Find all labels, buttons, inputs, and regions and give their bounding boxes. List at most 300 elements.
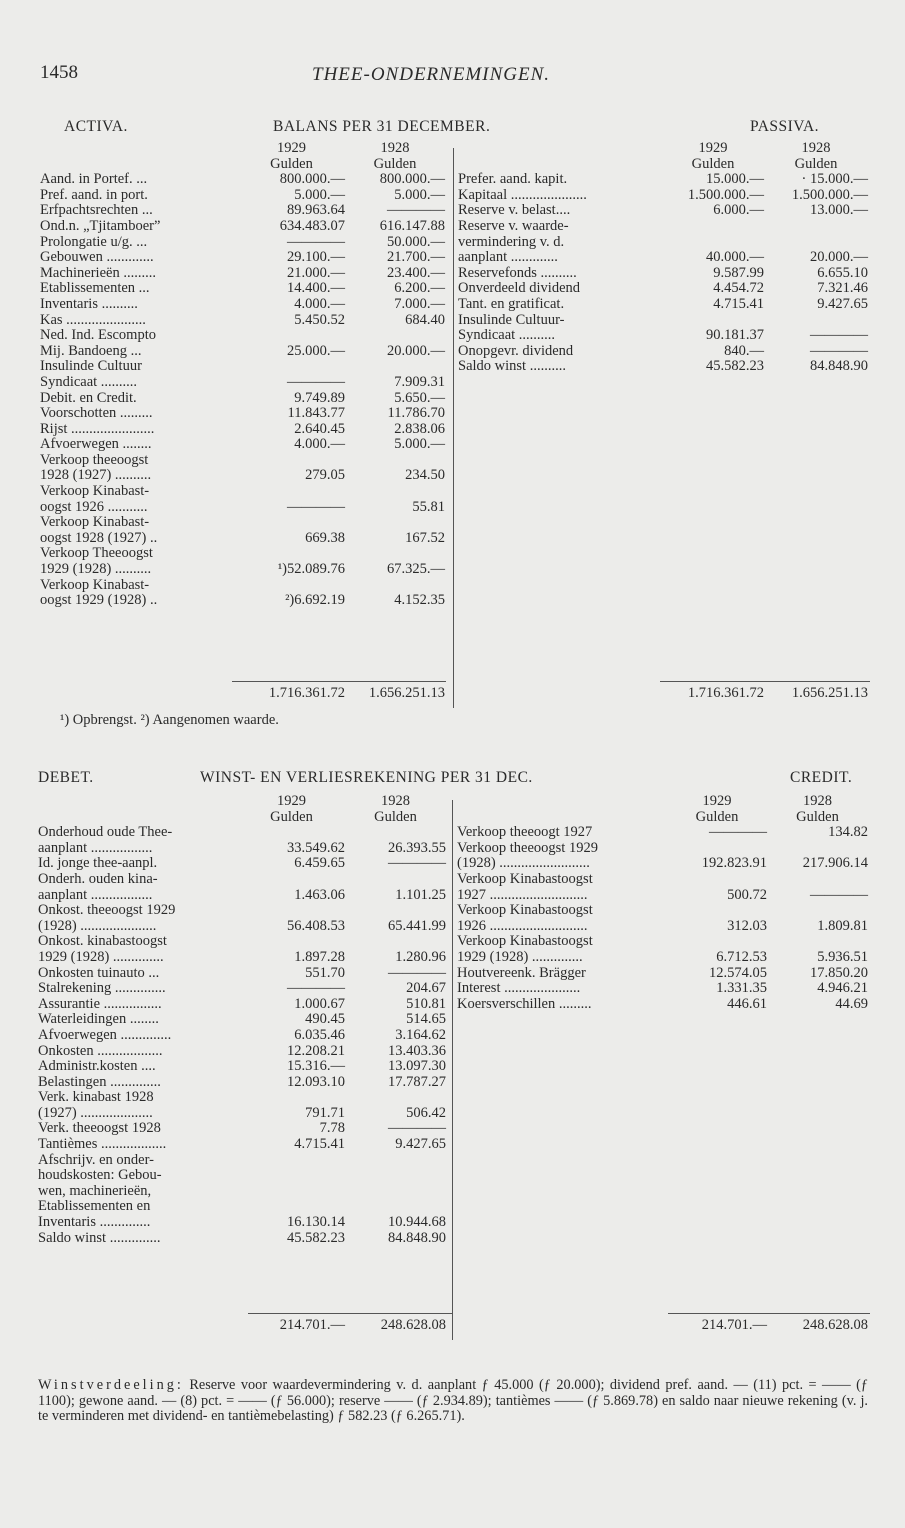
activa-row [40, 578, 445, 594]
debet-row-label: aanplant ................. [38, 886, 153, 903]
activa-row-1929 [238, 359, 345, 375]
activa-row-1928: 7.000.— [394, 295, 445, 312]
credit-row-1929: 312.03 [727, 917, 767, 934]
activa-row [40, 391, 445, 407]
debet-row-1929: 7.78 [319, 1120, 345, 1137]
credit-row-1928: 134.82 [828, 824, 868, 841]
debet-row-label: Onkosten tuinauto ... [38, 964, 160, 981]
passiva-row [458, 266, 868, 282]
credit-row-1929: 1.331.35 [716, 980, 767, 997]
activa-row-1929: 9.749.89 [294, 389, 345, 406]
debet-row [38, 950, 446, 966]
credit-row [457, 981, 868, 997]
debet-row-1928: ———— [388, 855, 446, 872]
debet-row [38, 856, 446, 872]
credit-row-1928 [767, 841, 868, 857]
debet-row-1928: 510.81 [406, 995, 446, 1012]
passiva-row [458, 313, 868, 329]
debet-row [38, 1184, 446, 1200]
debet-row [38, 825, 446, 841]
debet-row [38, 903, 446, 919]
activa-row-1928: 5.000.— [394, 436, 445, 453]
activa-row [40, 297, 445, 313]
activa-row-1929: 4.000.— [294, 295, 345, 312]
debet-row-1928: 204.67 [406, 980, 446, 997]
activa-row-label: Etablissementen ... [40, 280, 150, 297]
debet-row-1929: 6.459.65 [294, 855, 345, 872]
debet-row-1929 [238, 1090, 345, 1106]
credit-row-label: 1926 ........................... [457, 917, 588, 934]
passiva-row-label: Reserve v. waarde- [458, 217, 569, 234]
debet-row [38, 1059, 446, 1075]
credit-row [457, 825, 868, 841]
activa-row-1929: 800.000.— [279, 171, 345, 188]
debet-row-1929 [238, 1184, 345, 1200]
activa-row-1928: 2.838.06 [394, 420, 445, 437]
credit-row-1928: 217.906.14 [802, 855, 868, 872]
page-number: 1458 [40, 62, 78, 83]
activa-row-1929: ———— [287, 498, 345, 515]
activa-row-label: Verkoop Kinabast- [40, 483, 150, 500]
activa-row [40, 328, 445, 344]
activa-row [40, 188, 445, 204]
debet-row-label: wen, machinerieën, [38, 1182, 152, 1199]
debet-table [38, 794, 446, 1246]
passiva-row-1929 [662, 313, 764, 329]
debet-row-1929: 45.582.23 [287, 1229, 345, 1246]
passiva-row-1928: 84.848.90 [810, 358, 868, 375]
activa-row-1929: ———— [287, 373, 345, 390]
activa-row-1928: 23.400.— [387, 264, 445, 281]
debet-row-1929 [238, 1153, 345, 1169]
activa-row-1928: 616.147.88 [379, 217, 445, 234]
debet-row-1929: 12.208.21 [287, 1042, 345, 1059]
debet-row-1929: 1.897.28 [294, 948, 345, 965]
credit-row-1929 [667, 872, 767, 888]
activa-row-label: Prolongatie u/g. ... [40, 233, 148, 250]
credit-year-1929: 1929 [702, 793, 732, 809]
debet-row-1928: 13.403.36 [388, 1042, 446, 1059]
passiva-row-1929: 90.181.37 [706, 327, 764, 344]
activa-row-label: Machinerieën ......... [40, 264, 156, 281]
debet-row [38, 1075, 446, 1091]
credit-row [457, 872, 868, 888]
debet-row-1928: 1.280.96 [395, 948, 446, 965]
credit-row-1928: 5.936.51 [817, 948, 868, 965]
credit-row-1929 [667, 934, 767, 950]
activa-row-1928: 11.786.70 [387, 405, 445, 422]
activa-row-1928: 55.81 [412, 498, 445, 515]
debet-row [38, 919, 446, 935]
debet-row-label: (1928) ..................... [38, 917, 157, 934]
activa-row-label: 1929 (1928) .......... [40, 561, 152, 578]
debet-row-1928: 9.427.65 [395, 1136, 446, 1153]
debet-row [38, 1121, 446, 1137]
activa-row-1929 [238, 453, 345, 469]
activa-row [40, 406, 445, 422]
passiva-row-1928: 1.500.000.— [791, 186, 868, 203]
passiva-row-1929: 840.— [724, 342, 764, 359]
activa-total-1929: 1.716.361.72 [268, 685, 345, 701]
passiva-row [458, 328, 868, 344]
activa-row-1929: 4.000.— [294, 436, 345, 453]
activa-row-1929: 669.38 [305, 529, 345, 546]
passiva-row [458, 281, 868, 297]
debet-row-1929 [238, 825, 345, 841]
credit-total-1929: 214.701.— [701, 1317, 767, 1333]
debet-row-1928 [345, 825, 446, 841]
activa-row-1928 [345, 328, 445, 344]
passiva-row-1928: 13.000.— [810, 202, 868, 219]
debet-row [38, 1028, 446, 1044]
passiva-row-1928: 9.427.65 [817, 295, 868, 312]
credit-total-1928: 248.628.08 [802, 1317, 868, 1333]
activa-row-1929: 21.000.— [287, 264, 345, 281]
activa-total-rule [232, 681, 446, 682]
passiva-row [458, 250, 868, 266]
activa-row-1929: ———— [287, 233, 345, 250]
passiva-row-1929: 4.715.41 [713, 295, 764, 312]
activa-row-1929 [238, 578, 345, 594]
debet-row-1928: 506.42 [406, 1104, 446, 1121]
credit-row-1928 [767, 872, 868, 888]
debet-currency-1929: Gulden [270, 808, 313, 825]
debet-row-1929: 15.316.— [287, 1058, 345, 1075]
passiva-row-1928 [764, 235, 868, 251]
passiva-row [458, 203, 868, 219]
debet-row-1929 [238, 1199, 345, 1215]
activa-row-1928: 800.000.— [379, 171, 445, 188]
credit-total-row [457, 1318, 868, 1334]
passiva-row-1929: 9.587.99 [713, 264, 764, 281]
debet-row-1928: 84.848.90 [388, 1229, 446, 1246]
activa-row-1928: 20.000.— [387, 342, 445, 359]
credit-row-label: Verkoop theeoogst 1929 [457, 839, 598, 856]
debet-row [38, 981, 446, 997]
activa-row-label: Insulinde Cultuur [40, 358, 142, 375]
debet-row-label: 1929 (1928) .............. [38, 948, 164, 965]
activa-row-label: Debit. en Credit. [40, 389, 137, 406]
credit-row-label: Verkoop Kinabastoogst [457, 933, 593, 950]
activa-row-label: Ond.n. „Tjitamboer” [40, 217, 161, 234]
activa-row [40, 468, 445, 484]
passiva-row-1929: 1.500.000.— [687, 186, 764, 203]
activa-row-label: oogst 1926 ........... [40, 498, 148, 515]
wv-divider [452, 800, 453, 1340]
credit-row [457, 966, 868, 982]
credit-row [457, 997, 868, 1013]
activa-row-1928: 7.909.31 [394, 373, 445, 390]
debet-row-1929 [238, 934, 345, 950]
passiva-year-1929: 1929 [698, 140, 728, 156]
credit-row-1928: 1.809.81 [817, 917, 868, 934]
activa-year-1928: 1928 [380, 140, 410, 156]
debet-row-1928: 17.787.27 [388, 1073, 446, 1090]
credit-total-rule [668, 1313, 870, 1314]
credit-row-1929: 446.61 [727, 995, 767, 1012]
passiva-total-row [458, 686, 868, 702]
debet-row-label: Onkost. kinabastoogst [38, 933, 167, 950]
passiva-row-1929: 6.000.— [713, 202, 764, 219]
activa-row-label: oogst 1929 (1928) .. [40, 592, 158, 609]
debet-row-1928 [345, 1153, 446, 1169]
credit-row [457, 950, 868, 966]
debet-row-label: Tantièmes .................. [38, 1136, 167, 1153]
activa-row-1929: 29.100.— [287, 249, 345, 266]
activa-row-1928: 4.152.35 [394, 592, 445, 609]
activa-row [40, 203, 445, 219]
activa-row [40, 562, 445, 578]
passiva-row-1928: 20.000.— [810, 249, 868, 266]
activa-row-label: Verkoop Kinabast- [40, 576, 150, 593]
activa-total-1928: 1.656.251.13 [368, 685, 445, 701]
credit-row-label: Koersverschillen ......... [457, 995, 592, 1012]
debet-total-rule [248, 1313, 452, 1314]
debet-label: DEBET. [38, 769, 94, 786]
activa-row [40, 235, 445, 251]
credit-label: CREDIT. [790, 769, 853, 786]
passiva-row-label: aanplant ............. [458, 249, 558, 266]
debet-row-1929: 6.035.46 [294, 1026, 345, 1043]
debet-row-1928 [345, 1184, 446, 1200]
debet-row-label: Onderh. ouden kina- [38, 870, 158, 887]
passiva-row-label: Syndicaat .......... [458, 327, 556, 344]
credit-table [457, 794, 868, 1012]
credit-row [457, 903, 868, 919]
debet-row-1929: ———— [287, 980, 345, 997]
activa-row [40, 546, 445, 562]
debet-row-1928: 1.101.25 [395, 886, 446, 903]
debet-row-1929: 1.000.67 [294, 995, 345, 1012]
activa-row-label: Kas ...................... [40, 311, 146, 328]
debet-row [38, 934, 446, 950]
debet-row-label: (1927) .................... [38, 1104, 153, 1121]
activa-row-label: Syndicaat .......... [40, 373, 138, 390]
passiva-row-1928 [764, 313, 868, 329]
passiva-row [458, 359, 868, 375]
activa-currency-1929: Gulden [270, 155, 313, 172]
debet-row-label: aanplant ................. [38, 839, 153, 856]
debet-row [38, 1012, 446, 1028]
debet-row-1928 [345, 1199, 446, 1215]
activa-row-1928 [345, 546, 445, 562]
activa-row-label: Aand. in Portef. ... [40, 171, 148, 188]
credit-row-1929: 500.72 [727, 886, 767, 903]
passiva-row-1928 [764, 219, 868, 235]
passiva-row-1929: 15.000.— [706, 171, 764, 188]
debet-row-label: Administr.kosten .... [38, 1058, 156, 1075]
debet-currency-1928: Gulden [374, 808, 417, 825]
passiva-row-1929: 40.000.— [706, 249, 764, 266]
passiva-row [458, 219, 868, 235]
activa-row-1928 [345, 453, 445, 469]
wv-title: WINST- EN VERLIESREKENING PER 31 DEC. [200, 769, 533, 786]
debet-row-1928: 3.164.62 [395, 1026, 446, 1043]
credit-row-1928 [767, 903, 868, 919]
activa-row-label: Voorschotten ......... [40, 405, 153, 422]
activa-row-label: Pref. aand. in port. [40, 186, 148, 203]
debet-row [38, 841, 446, 857]
activa-row-label: oogst 1928 (1927) .. [40, 529, 158, 546]
debet-row [38, 1044, 446, 1060]
debet-row-1928: ———— [388, 1120, 446, 1137]
debet-row [38, 872, 446, 888]
passiva-row-1928: ———— [810, 327, 868, 344]
debet-row-1929 [238, 903, 345, 919]
activa-row [40, 453, 445, 469]
activa-row-1929: 14.400.— [287, 280, 345, 297]
debet-row-1928 [345, 1090, 446, 1106]
winstverdeeling-text: Reserve voor waardevermindering v. d. aanplant ƒ 45.000 (ƒ 20.000); dividend pref. aand. — (11) pct. = —— (ƒ 1100); gewone aand. — (8) pct. = —— (ƒ 56.000); reserve —— (ƒ 2.934.89); tantièmes —— (ƒ 5.869.78) en saldo naar nieuwe rekening (v. j. te verminderen met dividend- en tantièmebelasting) ƒ 582.23 (ƒ 6.265.71). [38, 1377, 868, 1424]
debet-row [38, 1153, 446, 1169]
debet-row-label: Assurantie ................ [38, 995, 162, 1012]
passiva-row [458, 172, 868, 188]
debet-row-label: houdskosten: Gebou- [38, 1167, 162, 1184]
activa-row [40, 375, 445, 391]
debet-row-label: Onkosten .................. [38, 1042, 163, 1059]
credit-row-1929: 6.712.53 [716, 948, 767, 965]
credit-row-1928: 44.69 [835, 995, 868, 1012]
activa-row-label: Verkoop Theeoogst [40, 545, 153, 562]
passiva-row-label: Onverdeeld dividend [458, 280, 581, 297]
debet-row [38, 1231, 446, 1247]
activa-row-label: Rijst ....................... [40, 420, 155, 437]
activa-row-1929: 634.483.07 [279, 217, 345, 234]
debet-row-1929: 56.408.53 [287, 917, 345, 934]
passiva-year-1928: 1928 [801, 140, 831, 156]
passiva-row-1928: ———— [810, 342, 868, 359]
debet-row-label: Belastingen .............. [38, 1073, 161, 1090]
debet-year-1928: 1928 [381, 793, 410, 809]
debet-row [38, 1090, 446, 1106]
passiva-row-label: Prefer. aand. kapit. [458, 171, 568, 188]
credit-row-1929 [667, 903, 767, 919]
activa-row [40, 313, 445, 329]
debet-row-1929: 12.093.10 [287, 1073, 345, 1090]
activa-row-1929 [238, 546, 345, 562]
credit-currency-1928: Gulden [796, 808, 839, 825]
debet-total-1929: 214.701.— [279, 1317, 345, 1333]
debet-row-1928: 26.393.55 [388, 839, 446, 856]
credit-row-label: Houtvereenk. Brägger [457, 964, 586, 981]
activa-row-1928: 234.50 [405, 467, 445, 484]
debet-row-label: Stalrekening .............. [38, 980, 166, 997]
activa-row-1929: ²)6.692.19 [285, 592, 345, 609]
activa-row [40, 250, 445, 266]
activa-row-1929: ¹)52.089.76 [277, 561, 345, 578]
passiva-row-1929: 4.454.72 [713, 280, 764, 297]
passiva-row-label: Saldo winst .......... [458, 358, 566, 375]
activa-row-1928 [345, 484, 445, 500]
credit-row-label: Verkoop Kinabastoogst [457, 902, 593, 919]
debet-row-1928: 13.097.30 [388, 1058, 446, 1075]
activa-row [40, 531, 445, 547]
activa-row [40, 515, 445, 531]
debet-row-label: Afvoerwegen .............. [38, 1026, 172, 1043]
winstverdeeling-heading: Winstverdeeling: [38, 1377, 184, 1393]
activa-row-1929: 5.450.52 [294, 311, 345, 328]
debet-row-1928: 514.65 [406, 1011, 446, 1028]
credit-row-label: Verkoop Kinabastoogst [457, 870, 593, 887]
balans-divider [453, 148, 454, 708]
credit-row-label: Verkoop theeoogt 1927 [457, 824, 593, 841]
running-title: THEE-ONDERNEMINGEN. [312, 64, 551, 85]
activa-row [40, 593, 445, 609]
activa-row-1928: 50.000.— [387, 233, 445, 250]
activa-row-1929 [238, 515, 345, 531]
passiva-total-rule [660, 681, 870, 682]
activa-year-1929: 1929 [277, 140, 306, 156]
credit-row-1928: ———— [810, 886, 868, 903]
credit-year-1928: 1928 [803, 793, 832, 809]
credit-row [457, 919, 868, 935]
passiva-total-1928: 1.656.251.13 [791, 685, 868, 701]
debet-row-label: Waterleidingen ........ [38, 1011, 159, 1028]
activa-label: ACTIVA. [64, 118, 128, 135]
passiva-currency-1929: Gulden [691, 155, 735, 172]
passiva-row-label: Kapitaal ..................... [458, 186, 587, 203]
debet-year-1929: 1929 [277, 793, 306, 809]
debet-row-1929 [238, 872, 345, 888]
debet-total-1928: 248.628.08 [380, 1317, 446, 1333]
debet-row-1929: 490.45 [305, 1011, 345, 1028]
activa-row-label: Gebouwen ............. [40, 249, 154, 266]
activa-row-1928 [345, 515, 445, 531]
debet-row [38, 1137, 446, 1153]
debet-row-label: Afschrijv. en onder- [38, 1151, 154, 1168]
activa-row-1928: 167.52 [405, 529, 445, 546]
passiva-total-1929: 1.716.361.72 [687, 685, 764, 701]
debet-row-1929: 1.463.06 [294, 886, 345, 903]
activa-row [40, 484, 445, 500]
activa-row [40, 266, 445, 282]
credit-row-1929: 192.823.91 [701, 855, 767, 872]
activa-row [40, 281, 445, 297]
debet-row-1928 [345, 1168, 446, 1184]
debet-row-label: Id. jonge thee-aanpl. [38, 855, 158, 872]
credit-row-1929: ———— [709, 824, 767, 841]
activa-row-label: Verkoop Kinabast- [40, 514, 150, 531]
balans-footnote: ¹) Opbrengst. ²) Aangenomen waarde. [60, 712, 279, 728]
credit-row-label: (1928) ......................... [457, 855, 590, 872]
balans-title: BALANS PER 31 DECEMBER. [273, 118, 491, 135]
passiva-row-1929 [662, 219, 764, 235]
passiva-row [458, 297, 868, 313]
debet-row-1928 [345, 934, 446, 950]
activa-row-1928: ———— [387, 202, 445, 219]
debet-row-label: Onkost. theeoogst 1929 [38, 902, 176, 919]
debet-total-row [38, 1318, 446, 1334]
passiva-row [458, 188, 868, 204]
activa-row-label: Erfpachtsrechten ... [40, 202, 153, 219]
passiva-row [458, 235, 868, 251]
activa-row-1929: 5.000.— [294, 186, 345, 203]
activa-row-label: Inventaris .......... [40, 295, 138, 312]
debet-row [38, 1199, 446, 1215]
debet-row [38, 888, 446, 904]
debet-row-1929: 33.549.62 [287, 839, 345, 856]
activa-row [40, 219, 445, 235]
activa-row [40, 172, 445, 188]
debet-row-1928: 10.944.68 [388, 1214, 446, 1231]
debet-row-1928: ———— [388, 964, 446, 981]
activa-row [40, 437, 445, 453]
activa-row-1928: 67.325.— [387, 561, 445, 578]
activa-row-1929 [238, 484, 345, 500]
activa-row-1929: 11.843.77 [287, 405, 345, 422]
debet-row-label: Inventaris .............. [38, 1214, 151, 1231]
activa-row-1928: 6.200.— [394, 280, 445, 297]
